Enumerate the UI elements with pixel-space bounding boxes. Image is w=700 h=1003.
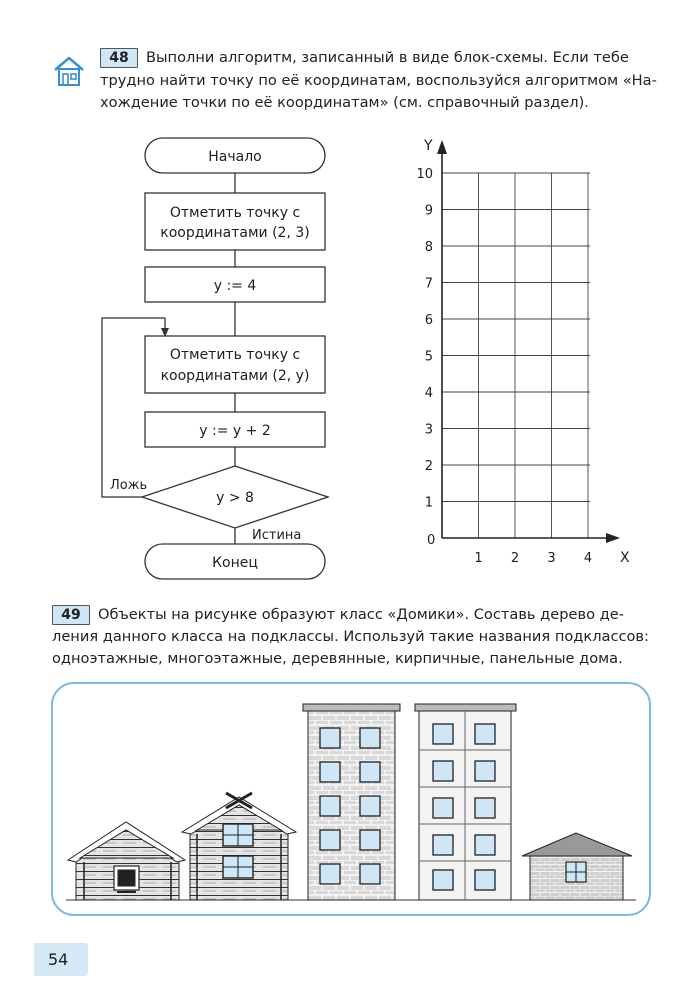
start-label: Начало [208, 149, 262, 165]
x-tick-label: 4 [583, 551, 593, 566]
task-number-badge: 48 [100, 48, 138, 68]
task-49-line-1: Объекты на рисунке образуют класс «Домики». Составь дерево де- [98, 606, 624, 623]
y-tick-label: 5 [424, 349, 433, 365]
y-tick-label: 10 [416, 167, 433, 182]
x-tick-label: 3 [547, 551, 556, 566]
true-label: Истина [252, 528, 302, 543]
task-48-line-1: Выполни алгоритм, записанный в виде блок-схемы. Если тебе [146, 49, 629, 66]
mark1-line1: Отметить точку с [169, 205, 301, 221]
y-tick-label: 9 [424, 203, 433, 219]
y-tick-label: 3 [424, 422, 433, 438]
mark2-line2: координатами (2, y) [160, 368, 310, 384]
x-tick-label: 2 [510, 551, 520, 566]
y-tick-label: 7 [424, 276, 433, 292]
task-48-line-3: хождение точки по её координатам» (см. справочный раздел). [100, 94, 589, 111]
assign1-label: y := 4 [213, 278, 257, 294]
y-tick-label: 1 [424, 495, 433, 511]
y-tick-label: 8 [424, 240, 433, 255]
assign2-label: y := y + 2 [199, 423, 271, 439]
false-label: Ложь [110, 478, 148, 493]
y-axis-label: Y [424, 138, 433, 154]
y-tick-label: 6 [424, 313, 433, 328]
mark2-line1: Отметить точку с [169, 347, 301, 363]
page-number: 54 [34, 943, 88, 976]
condition-label: y > 8 [216, 490, 254, 506]
panel-multistory-house [415, 704, 516, 900]
origin-label: 0 [427, 533, 436, 548]
task-49-line-2: ления данного класса на подклассы. Используй такие названия подклассов: [52, 628, 649, 645]
mark1-line2: координатами (2, 3) [160, 225, 310, 241]
brick-multistory-house [303, 704, 400, 900]
end-label: Конец [212, 555, 258, 571]
y-tick-label: 4 [424, 386, 433, 401]
y-tick-label: 2 [424, 459, 433, 474]
task-number-badge: 49 [52, 605, 90, 625]
x-axis-label: X [620, 550, 630, 566]
x-tick-label: 1 [474, 551, 483, 566]
task-49-line-3: одноэтажные, многоэтажные, деревянные, кирпичные, панельные дома. [52, 650, 623, 667]
task-48-line-2: трудно найти точку по её координатам, воспользуйся алгоритмом «На- [100, 72, 657, 89]
